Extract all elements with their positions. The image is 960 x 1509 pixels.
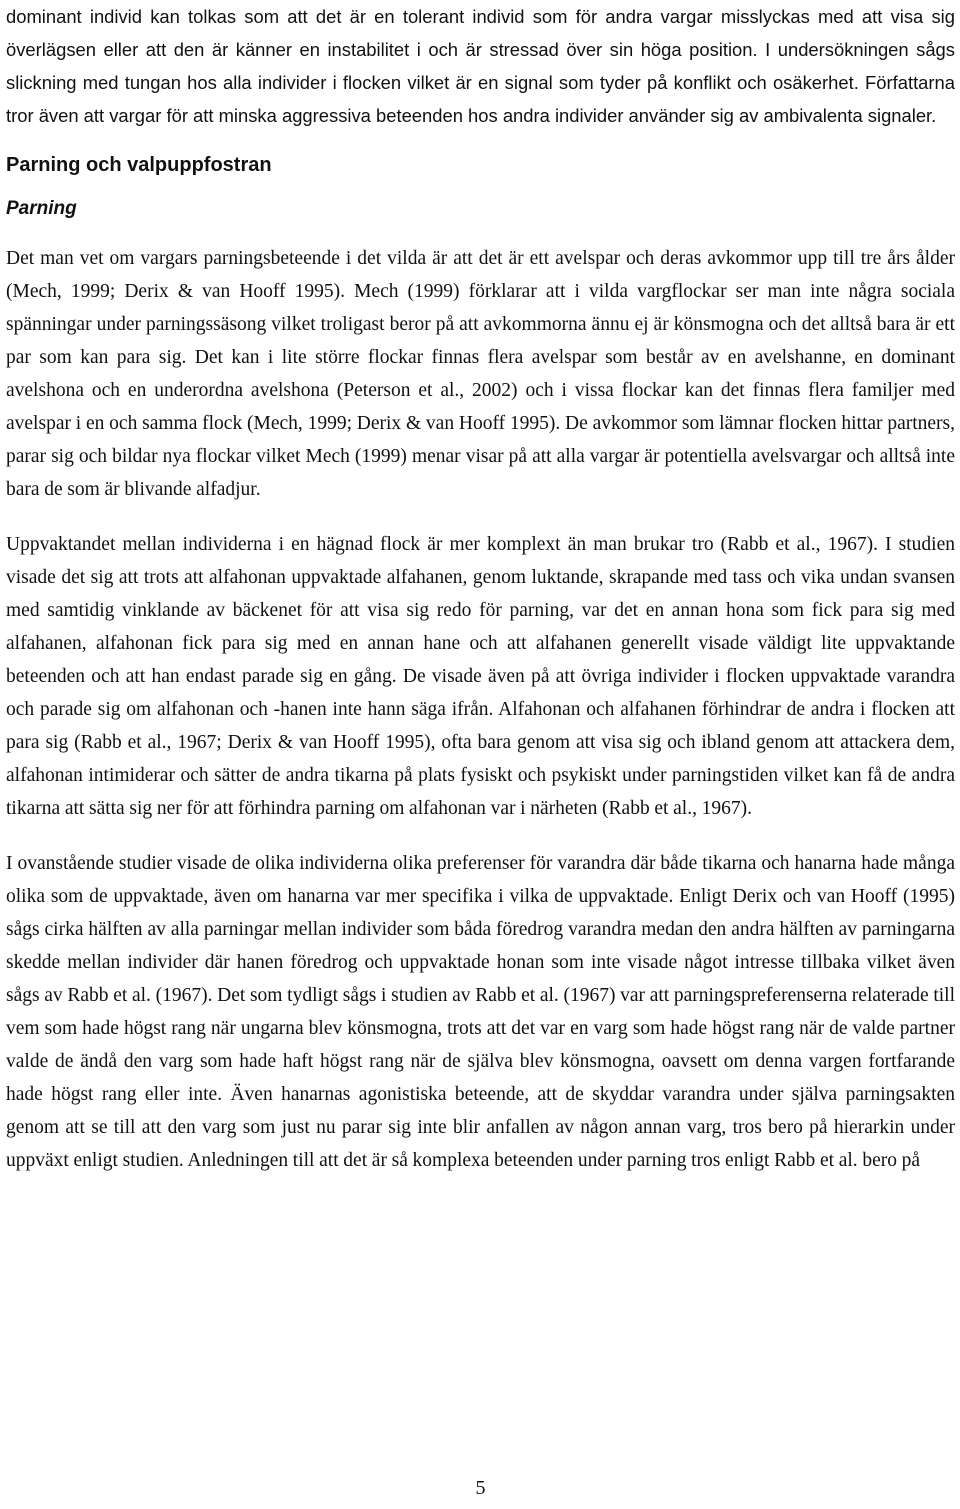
section-heading: Parning och valpuppfostran [6, 154, 272, 176]
body-paragraph-3: I ovanstående studier visade de olika individerna olika preferenser för varandra där både tikarna och hanarna hade många olika som de uppvaktade, även om hanarna var mer specifika i vilka de uppvaktade. Enligt Derix och van Hooff (1995) sågs cirka hälften av alla parningar mellan individer som båda föredrog varandra medan den andra hälften av parningarna skedde mellan individer där hanen föredrog och uppvaktade honan som inte visade något intresse tillbaka vilket även sågs av Rabb et al. (1967). Det som tydligt sågs i studien av Rabb et al. (1967) var att parningspreferenserna relaterade till vem som hade högst rang när ungarna blev könsmogna, trots att det var en varg som hade högst rang när de valde partner valde de ändå den varg som hade haft högst rang när de själva blev könsmogna, oavsett om denna vargen fortfarande hade högst rang eller inte. Även hanarnas agonistiska beteende, att de skyddar varandra under själva parningsakten genom att se till att den varg som just nu parar sig inte blir anfallen av någon annan varg, tros bero på hierarkin under uppväxt enligt studien. Anledningen till att det är så komplexa beteenden under parning tros enligt Rabb et al. bero på [6, 853, 955, 1171]
intro-paragraph: dominant individ kan tolkas som att det är en tolerant individ som för andra vargar misslyckas med att visa sig överlägsen eller att den är känner en instabilitet i och är stressad över sin höga position. I undersökningen sågs slickning med tungan hos alla individer i flocken vilket är en signal som tyder på konflikt och osäkerhet. Författarna tror även att vargar för att minska aggressiva beteenden hos andra individer använder sig av ambivalenta signaler. [6, 6, 955, 126]
body-paragraph-2: Uppvaktandet mellan individerna i en hägnad flock är mer komplext än man brukar tro (Rabb et al., 1967). I studien visade det sig att trots att alfahonan uppvaktade alfahanen, genom luktande, skrapande med tass och vika undan svansen med samtidig vinklande av bäckenet för att visa sig redo för parning, var det en annan hona som fick para sig med alfahanen, alfahonan fick para sig med en annan hane och att alfahanen generellt visade väldigt lite uppvaktande beteenden och att han endast parade sig en gång. De visade även på att övriga individer i flocken uppvaktade varandra och parade sig om alfahonan och -hanen inte hann säga ifrån. Alfahonan och alfahanen förhindrar de andra i flocken att para sig (Rabb et al., 1967; Derix & van Hooff 1995), ofta bara genom att visa sig och ibland genom att attackera dem, alfahonan intimiderar och sätter de andra tikarna på plats fysiskt och psykiskt under parningstiden vilket kan få de andra tikarna att sätta sig ner för att förhindra parning om alfahonan var i närheten (Rabb et al., 1967). [6, 534, 955, 819]
body-paragraph-1: Det man vet om vargars parningsbeteende i det vilda är att det är ett avelspar och deras avkommor upp till tre års ålder (Mech, 1999; Derix & van Hooff 1995). Mech (1999) förklarar att i vilda vargflockar ser man inte några sociala spänningar under parningssäsong vilket troligast beror på att avkommorna ännu ej är könsmogna och det alltså bara är ett par som kan para sig. Det kan i lite större flockar finnas flera avelspar som består av en avelshanne, en dominant avelshona och en underordna avelshona (Peterson et al., 2002) och i vissa flockar kan det finnas flera familjer med avelspar i en och samma flock (Mech, 1999; Derix & van Hooff 1995). De avkommor som lämnar flocken hittar partners, parar sig och bildar nya flockar vilket Mech (1999) menar visar på att alla vargar är potentiella avelsvargar och alltså inte bara de som är blivande alfadjur. [6, 248, 955, 500]
document-page [6, 0, 955, 1509]
page-number: 5 [475, 1477, 486, 1499]
subsection-heading: Parning [6, 198, 77, 219]
